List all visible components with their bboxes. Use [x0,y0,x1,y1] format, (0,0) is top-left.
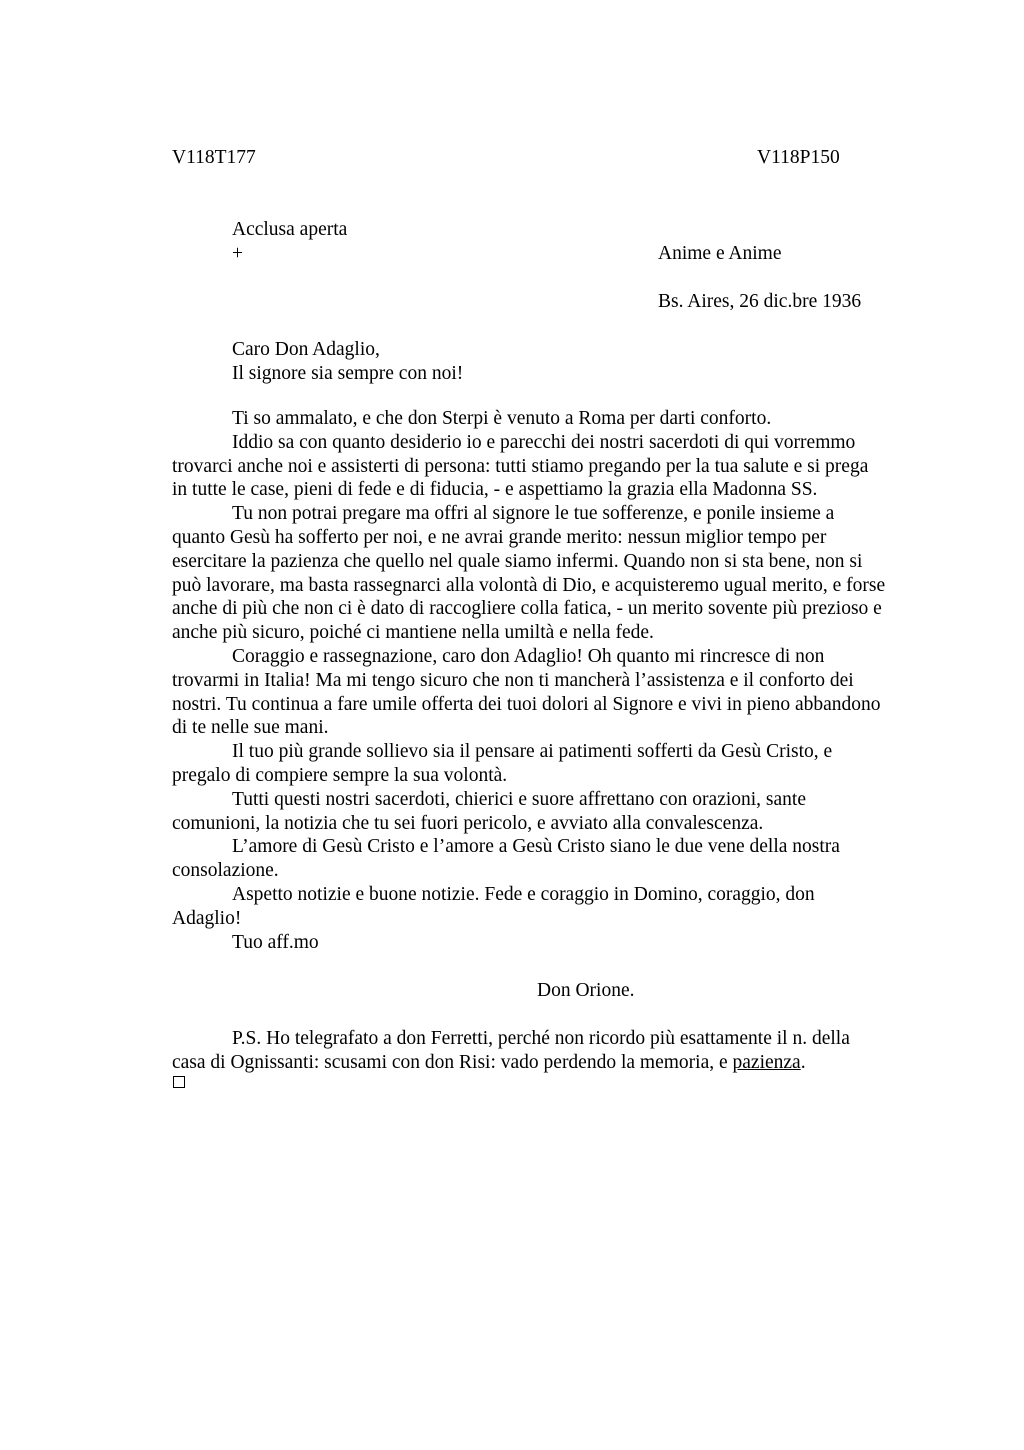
text-line: L’amore di Gesù Cristo e l’amore a Gesù Cristo siano le due vene della nostra [232,836,840,858]
closing-line: Tuo aff.mo [232,931,319,953]
text-line: quanto Gesù ha sofferto per noi, e ne avrai grande merito: nessun miglior tempo per [172,526,827,548]
text-line: Tu non potrai pregare ma offri al signore le tue sofferenze, e ponile insieme a [232,503,835,525]
paragraph-8 [172,883,932,931]
text-line: Aspetto notizie e buone notizie. Fede e coraggio in Domino, coraggio, don [232,883,815,905]
acclusa-note: Acclusa aperta [232,219,348,240]
text-line: Coraggio e rassegnazione, caro don Adaglio! Oh quanto mi rincresce di non [232,645,825,667]
closing [172,931,932,955]
motto: Anime e Anime [658,243,782,264]
paragraph-1 [172,407,932,431]
document-code-right: V118P150 [757,147,840,168]
text-line: Adaglio! [172,907,242,929]
text-line: pregalo di compiere sempre la sua volontà. [172,764,508,786]
text-line: può lavorare, ma basta rassegnarci alla volontà di Dio, e acquisteremo ugual merito, e forse [172,574,886,596]
text-line: consolazione. [172,860,279,882]
underlined-word: pazienza [732,1052,801,1073]
text-line: in tutte le case, pieni di fede e di fiducia, - e aspettiamo la grazia ella Madonna SS. [172,479,818,501]
paragraph-3 [172,502,932,645]
text-line: di te nelle sue mani. [172,717,329,739]
text-line: esercitare la pazienza che quello nel quale siamo infermi. Quando non si sta bene, non si [172,550,863,572]
signature: Don Orione. [537,980,635,1001]
postscript-line-1: P.S. Ho telegrafato a don Ferretti, perché non ricordo più esattamente il n. della [232,1028,850,1049]
paragraph-4 [172,645,932,740]
postscript-line-2 [172,1051,806,1075]
document-code-left: V118T177 [172,147,256,168]
blessing-line: Il signore sia sempre con noi! [232,363,464,384]
text-line: nostri. Tu continua a fare umile offerta dei tuoi dolori al Signore e vivi in pieno abbandono [172,693,881,715]
letter-date: Bs. Aires, 26 dic.bre 1936 [658,291,862,312]
text-line: comunioni, la notizia che tu sei fuori pericolo, e avviato alla convalescenza. [172,812,764,834]
letter-body [172,407,932,954]
paragraph-7 [172,835,932,883]
text-line: anche più sicuro, poiché ci mantiene nella umiltà e nella fede. [172,622,654,644]
paragraph-5 [172,740,932,788]
paragraph-2 [172,431,932,502]
paragraph-6 [172,788,932,836]
text-line: trovarmi in Italia! Ma mi tengo sicuro che non ti mancherà l’assistenza e il conforto dei [172,669,854,691]
cross-mark: + [232,243,243,264]
postscript-text: casa di Ognissanti: scusami con don Risi: vado perdendo la memoria, e [172,1052,733,1073]
text-line: Iddio sa con quanto desiderio io e parecchi dei nostri sacerdoti di qui vorremmo [232,431,856,453]
text-line: Ti so ammalato, e che don Sterpi è venuto a Roma per darti conforto. [232,408,772,429]
text-line: anche di più che non ci è dato di raccogliere colla fatica, - un merito sovente più prezioso e [172,598,882,620]
postscript-end: . [800,1052,806,1073]
end-box-icon [173,1076,185,1088]
text-line: Il tuo più grande sollievo sia il pensare ai patimenti sofferti da Gesù Cristo, e [232,741,833,763]
text-line: Tutti questi nostri sacerdoti, chierici e suore affrettano con orazioni, sante [232,788,807,810]
salutation: Caro Don Adaglio, [232,339,380,360]
text-line: trovarci anche noi e assisterti di persona: tutti stiamo pregando per la tua salute e si prega [172,455,869,477]
